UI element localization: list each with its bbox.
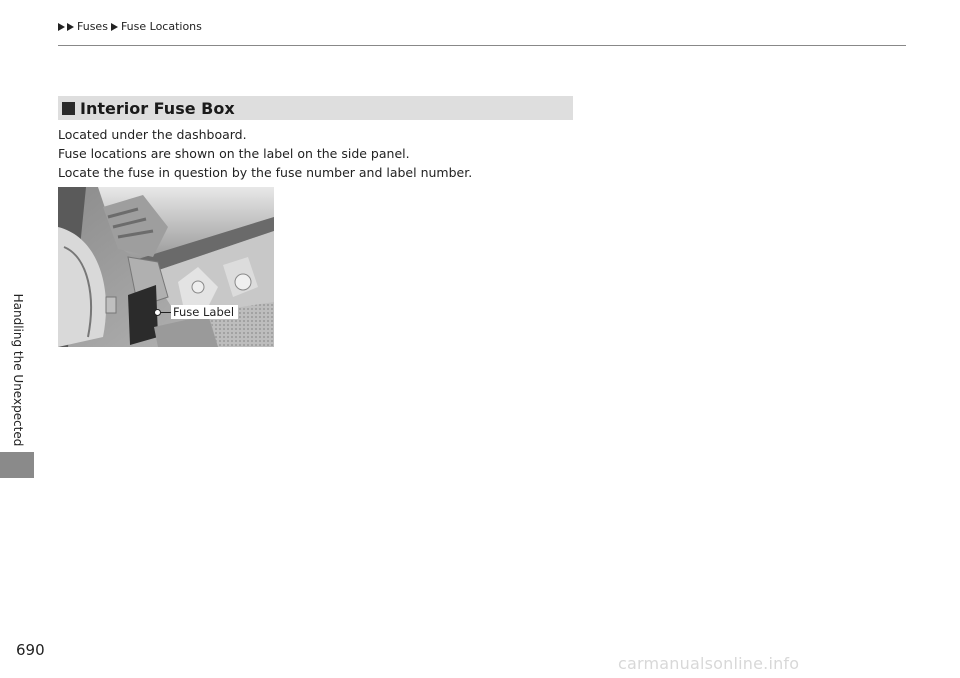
callout-label: Fuse Label [171, 305, 238, 319]
breadcrumb-item-fuse-locations[interactable]: Fuse Locations [120, 20, 202, 33]
body-line: Fuse locations are shown on the label on the side panel. [58, 146, 410, 161]
section-title: Interior Fuse Box [80, 98, 235, 118]
body-text [58, 125, 472, 182]
watermark: carmanualsonline.info [618, 654, 800, 673]
breadcrumb-item-fuses[interactable]: Fuses [77, 20, 108, 33]
callout-pointer-icon [154, 309, 161, 316]
fuse-label-callout [154, 305, 238, 319]
interior-fuse-box-photo [58, 187, 274, 347]
body-line: Located under the dashboard. [58, 127, 247, 142]
breadcrumb-arrow-icon [58, 23, 65, 31]
page-number: 690 [16, 641, 45, 659]
breadcrumb-arrow-icon [111, 23, 118, 31]
body-line: Locate the fuse in question by the fuse number and label number. [58, 165, 473, 180]
chapter-tab-label: Handling the Unexpected [11, 293, 25, 447]
square-bullet-icon [62, 102, 75, 115]
chapter-tab[interactable] [8, 290, 28, 450]
chapter-tab-marker [0, 452, 34, 478]
header-divider [58, 45, 906, 46]
breadcrumb-arrow-icon [67, 23, 74, 31]
section-heading [58, 96, 573, 120]
breadcrumb [58, 20, 205, 33]
callout-leader-line [161, 312, 171, 313]
